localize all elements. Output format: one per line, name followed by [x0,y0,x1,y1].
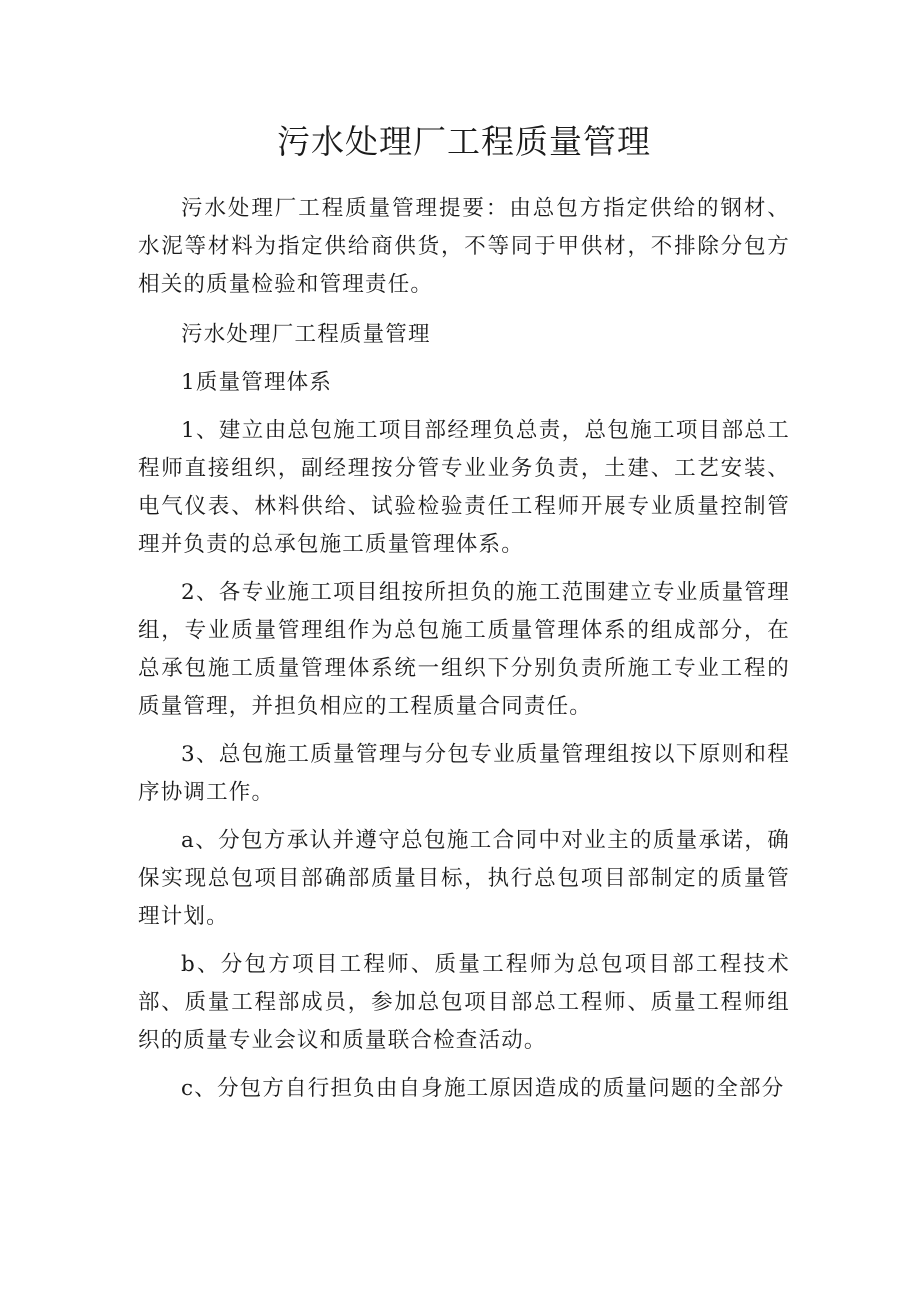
section-heading: 1质量管理体系 [181,370,333,395]
body-paragraph: 2、各专业施工项目组按所担负的施工范围建立专业质量管理组，专业质量管理组作为总包施工质量管理体系的组成部分，在总承包施工质量管理体系统一组织下分别负责所施工专业工程的质量管理，并担负相应的工程质量合同责任。 [138,580,790,719]
document-title: 污水处理厂工程质量管理 [277,122,651,161]
document-page [138,118,790,1108]
subtitle-paragraph: 污水处理厂工程质量管理 [181,322,431,347]
body-paragraph: b、分包方项目工程师、质量工程师为总包项目部工程技术部、质量工程部成员，参加总包项目部总工程师、质量工程师组织的质量专业会议和质量联合检查活动。 [138,952,790,1053]
body-paragraph: 3、总包施工质量管理与分包专业质量管理组按以下原则和程序协调工作。 [138,742,790,805]
body-paragraph: 1、建立由总包施工项目部经理负总责，总包施工项目部总工程师直接组织，副经理按分管专业业务负责，土建、工艺安装、电气仪表、林料供给、试验检验责任工程师开展专业质量控制管理并负责的总承包施工质量管理体系。 [138,418,790,557]
body-paragraph: c、分包方自行担负由自身施工原因造成的质量问题的全部分 [181,1076,785,1101]
body-paragraph: a、分包方承认并遵守总包施工合同中对业主的质量承诺，确保实现总包项目部确部质量目标，执行总包项目部制定的质量管理计划。 [138,828,790,929]
summary-paragraph: 污水处理厂工程质量管理提要：由总包方指定供给的钢材、水泥等材料为指定供给商供货，不等同于甲供材，不排除分包方相关的质量检验和管理责任。 [138,196,790,297]
